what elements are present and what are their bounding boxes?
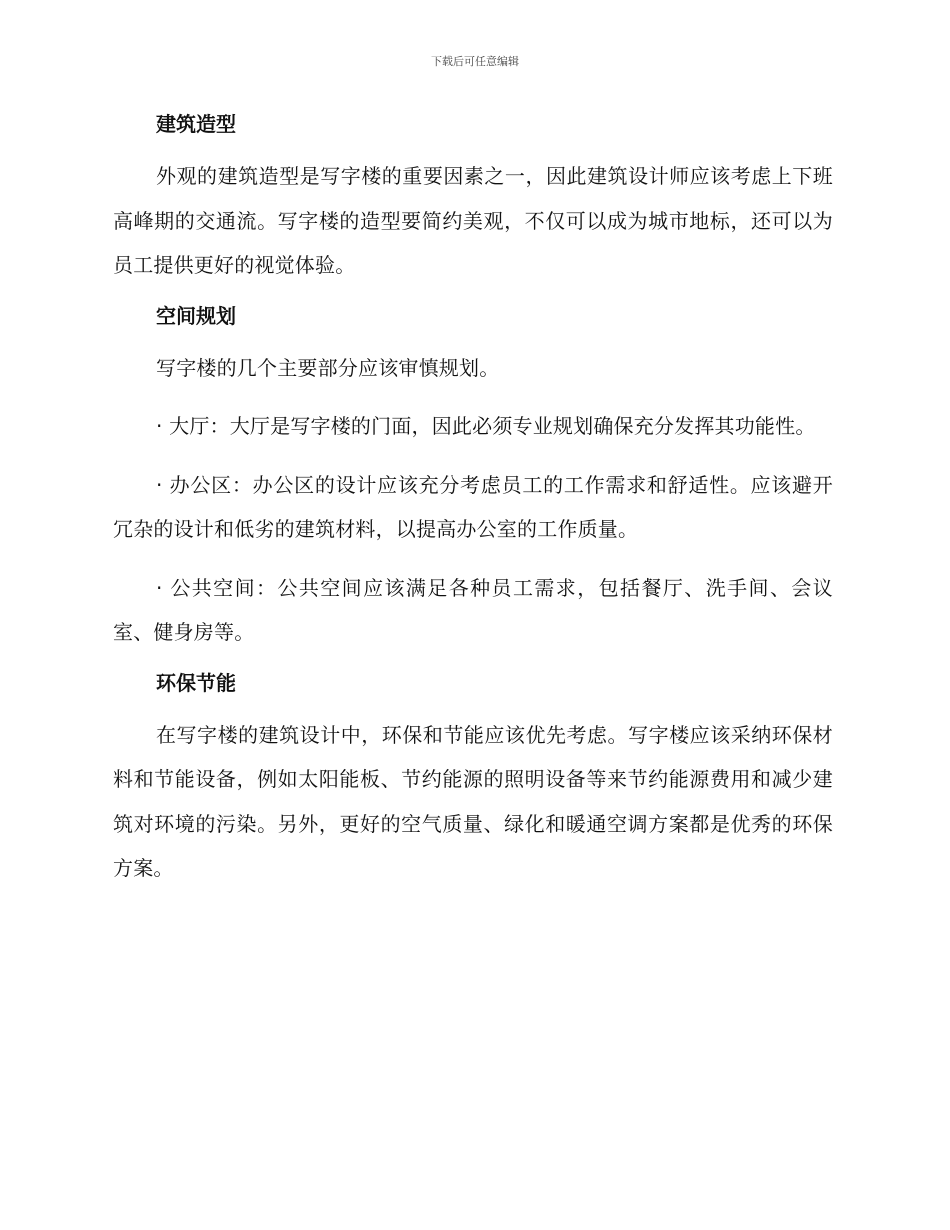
document-body <box>113 110 833 891</box>
bullet-item-lobby: · 大厅：大厅是写字楼的门面，因此必须专业规划确保充分发挥其功能性。 <box>156 414 816 438</box>
section-eco-energy <box>113 669 833 891</box>
bullet-item-office-area: · 办公区：办公区的设计应该充分考虑员工的工作需求和舒适性。应该避开冗杂的设计和低劣的建筑材料，以提高办公室的工作质量。 <box>113 472 833 541</box>
paragraph: 在写字楼的建筑设计中，环保和节能应该优先考虑。写字楼应该采纳环保材料和节能设备，例如太阳能板、节约能源的照明设备等来节约能源费用和减少建筑对环境的污染。另外，更好的空气质量、绿化和暖通空调方案都是优秀的环保方案。 <box>113 722 833 880</box>
section-space-planning <box>113 302 833 655</box>
section-building-form <box>113 110 833 288</box>
section-heading: 空间规划 <box>156 303 236 328</box>
section-heading: 建筑造型 <box>156 112 236 136</box>
page-header: 下载后可任意编辑 <box>431 55 519 68</box>
bullet-item-public-space: · 公共空间：公共空间应该满足各种员工需求，包括餐厅、洗手间、会议室、健身房等。 <box>113 575 833 644</box>
paragraph: 外观的建筑造型是写字楼的重要因素之一，因此建筑设计师应该考虑上下班高峰期的交通流。写字楼的造型要简约美观，不仅可以成为城市地标，还可以为员工提供更好的视觉体验。 <box>113 164 833 277</box>
section-heading: 环保节能 <box>156 670 236 695</box>
paragraph: 写字楼的几个主要部分应该审慎规划。 <box>156 355 500 380</box>
